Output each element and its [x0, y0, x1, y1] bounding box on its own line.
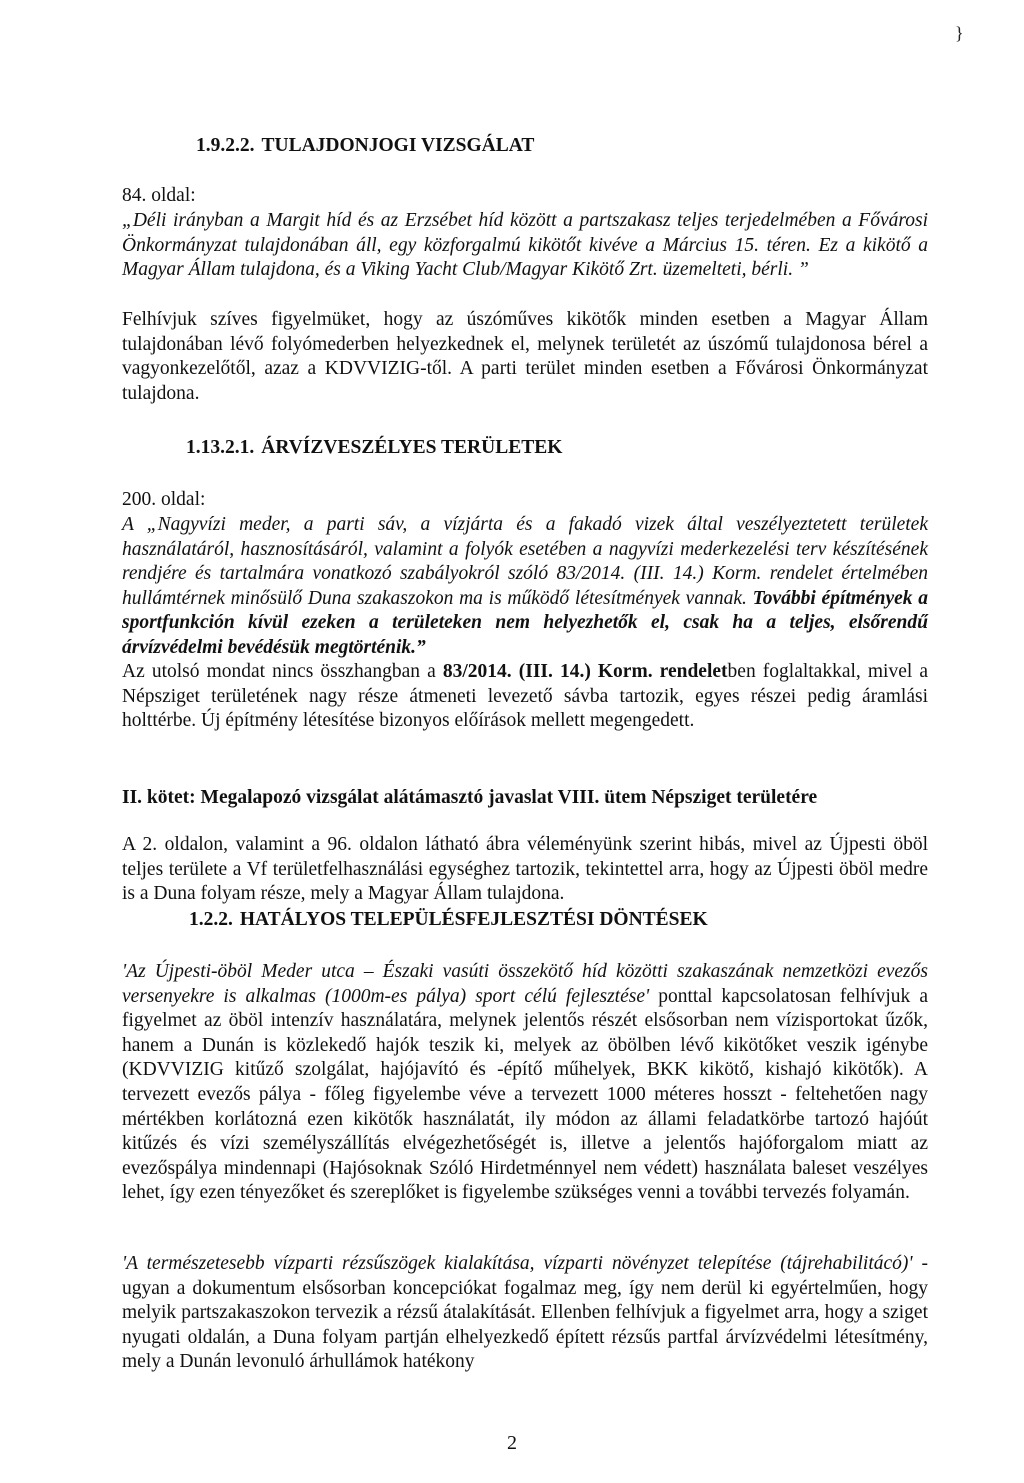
paragraph-text: - ugyan a dokumentum elsősorban koncepciókat fogalmaz meg, így nem derül ki egyértelműen, hogy melyik partszakaszokon tervezik a rézsű átalakítását. Ellenben felhívjuk a figyelmet arra, hogy a sziget nyugati oldalán, a Duna folyam partján elhelyezkedő épített rézsűs partfal árvízvédelmi létesítmény, mely a Dunán levonuló árhullámok hatékony [122, 1253, 928, 1373]
volume-paragraph: A 2. oldalon, valamint a 96. oldalon látható ábra véleményünk szerint hibás, mivel az Újpesti öböl teljes területe a Vf területfelhasználási egységhez tartozik, tekintettel arra, hogy az Újpesti öböl medre is a Duna folyam része, mely a Magyar Állam tulajdona. [122, 834, 928, 905]
comment-part: Az utolsó mondat nincs összhangban a [122, 661, 436, 682]
page-reference: 200. oldal: [122, 489, 206, 510]
page-reference: 84. oldal: [122, 185, 196, 206]
paragraph-text: ponttal kapcsolatosan felhívjuk a figyelmet az öböl intenzív használatára, melynek jelentős részét elsősorban nem vízisportokat űzők, hanem a Dunán is közlekedő hajók teszik ki, melyek az öbölben lévő kikötőket veszik igénybe (KDVVIZIG kitűző szolgálat, hajójavító és -építő műhelyek, BKK kikötő, kishajó kikötők). A tervezett evezős pálya - főleg figyelembe véve a tervezett 1000 méteres hosszt - feltehetően nagy mértékben korlátozná ezen kikötők használatát, ily módon az állami feladatkörbe tartozó hajóút kitűzés és vízi személyszállítás elvégezhetőségét is, illetve a jelentős hajóforgalom miatt az evezőspálya mindennapi (Hajósoknak Szóló Hirdetménnyel nem védett) használata baleset veszélyes lehet, így ezen tényezőket és szereplőket is figyelembe szükséges venni a további tervezés folyamán. [122, 985, 928, 1204]
section-number: 1.2.2. [189, 909, 233, 930]
quoted-item: 'A természetesebb vízparti rézsűszögek kialakítása, vízparti növényzet telepítése (tájrehabilitácó)' [122, 1253, 913, 1274]
section-title: TULAJDONJOGI VIZSGÁLAT [261, 135, 535, 156]
section-heading-ownership [196, 134, 896, 159]
section-heading-flood [186, 436, 886, 461]
section-number: 1.13.2.1. [186, 437, 255, 458]
quoted-item: 'Az Újpesti-öböl Meder utca – Északi vasúti összekötő híd közötti szakaszának nemzetközi evezős versenyekre is alkalmas (1000m-es pálya) sport célú fejlesztése' [122, 961, 928, 1007]
page-number: 2 [507, 1432, 517, 1454]
section-title: ÁRVÍZVESZÉLYES TERÜLETEK [261, 437, 563, 458]
section-title: HATÁLYOS TELEPÜLÉSFEJLESZTÉSI DÖNTÉSEK [239, 909, 708, 930]
section-heading-decisions [189, 908, 889, 933]
comment-paragraph: Felhívjuk szíves figyelmüket, hogy az úszóműves kikötők minden esetben a Magyar Állam tulajdonában lévő folyómederben helyezkednek el, melynek területét az úszómű tulajdonosa bérel a vagyonkezelőtől, azaz a KDVVIZIG-től. A parti terület minden esetben a Fővárosi Önkormányzat tulajdona. [122, 309, 928, 404]
quoted-text: „Déli irányban a Margit híd és az Erzsébet híd között a partszakasz teljes terjedelmében a Fővárosi Önkormányzat tulajdonában áll, egy közforgalmú kikötőt kivéve a Március 15. téren. Ez a kikötő a Magyar Állam tulajdona, és a Viking Yacht Club/Magyar Kikötő Zrt. üzemelteti, bérli. ” [122, 210, 928, 281]
regulation-reference: 83/2014. (III. 14.) Korm. rendelet [442, 661, 728, 682]
comment-part: ben foglaltakkal, mivel a Népsziget területének nagy része átmeneti levezető sávba tartozik, egyes részei pedig áramlási holttérbe. Új építmény létesítése bizonyos előírások mellett megengedett. [122, 661, 929, 732]
corner-mark: } [955, 23, 964, 43]
decision-paragraph-1 [122, 960, 928, 1206]
comment-paragraph [122, 660, 928, 734]
section-number: 1.9.2.2. [196, 135, 255, 156]
quote-part: A „Nagyvízi meder, a parti sáv, a vízjárta és a fakadó vizek által veszélyeztetett területek használatáról, hasznosításáról, valamint a folyók esetében a nagyvízi mederkezelési terv készítésének rendjére és tartalmára vonatkozó szabályokról szóló 83/2014. (III. 14.) Korm. rendelet értelmében hullámtérnek minősülő Duna szakaszokon ma is működő létesítmények vannak. [122, 514, 928, 609]
quote-emphasis: További építmények a sportfunkción kívül ezeken a területeken nem helyezhetők el, csak ha a teljes, elsőrendű árvízvédelmi bevédésük megtörténik.” [122, 587, 929, 658]
volume-heading: II. kötet: Megalapozó vizsgálat alátámasztó javaslat VIII. ütem Népsziget területére [122, 787, 818, 808]
quoted-text [122, 513, 928, 661]
decision-paragraph-2 [122, 1252, 928, 1375]
